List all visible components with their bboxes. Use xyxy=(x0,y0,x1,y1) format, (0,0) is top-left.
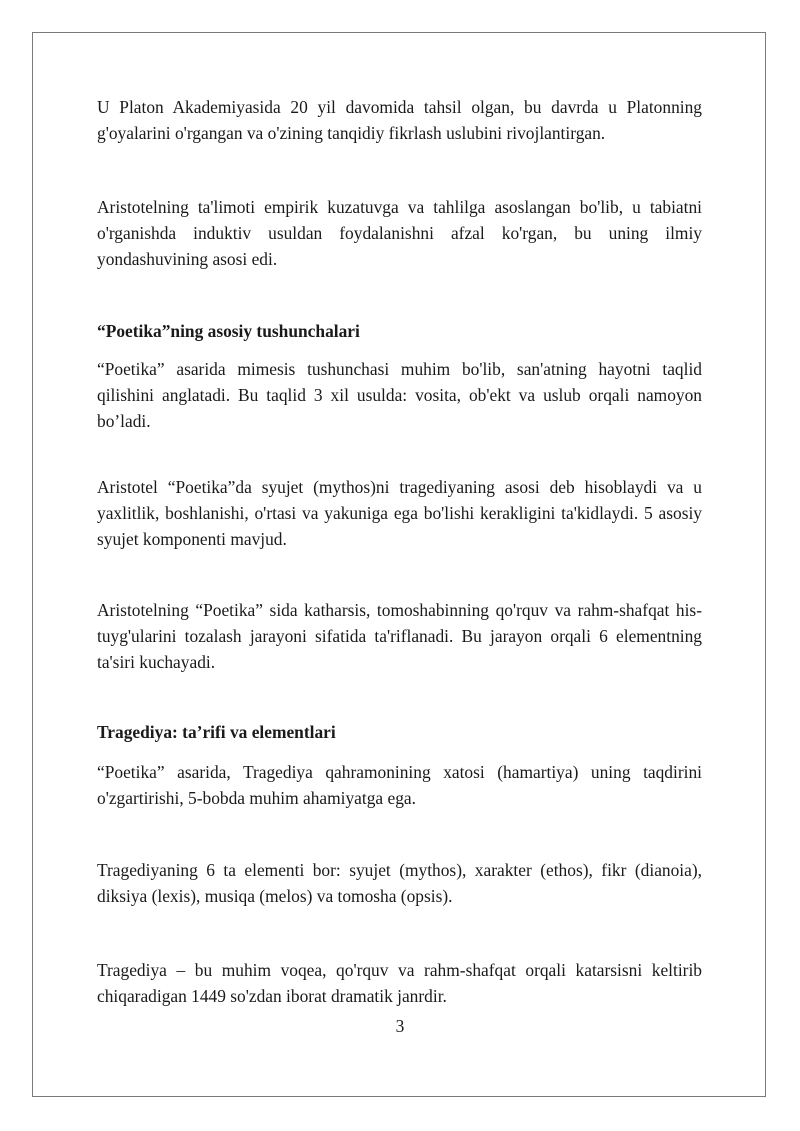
paragraph-hamartia: “Poetika” asarida, Tragediya qahramonining xatosi (hamartiya) uning taqdirini o'zgartirishi, 5-bobda muhim ahamiyatga ega. xyxy=(97,762,702,808)
paragraph-empirical-method: Aristotelning ta'limoti empirik kuzatuvga va tahlilga asoslangan bo'lib, u tabiatni o'rganishda induktiv usuldan foydalanishni afzal ko'rgan, bu uning ilmiy yondashuvining asosi edi. xyxy=(97,197,702,269)
paragraph-katharsis: Aristotelning “Poetika” sida katharsis, tomoshabinning qo'rquv va rahm-shafqat his-tuyg'ularini tozalash jarayoni sifatida ta'riflanadi. Bu jarayon orqali 6 elementning ta'siri kuchayadi. xyxy=(97,600,702,672)
page-number: 3 xyxy=(395,1016,405,1036)
paragraph-mimesis: “Poetika” asarida mimesis tushunchasi muhim bo'lib, san'atning hayotni taqlid qilishini anglatadi. Bu taqlid 3 xil usulda: vosita, ob'ekt va uslub orqali namoyon bo’ladi. xyxy=(97,359,702,431)
section-heading-tragedy: Tragediya: ta’rifi va elementlari xyxy=(97,722,336,742)
section-heading-poetika-concepts: “Poetika”ning asosiy tushunchalari xyxy=(97,321,360,341)
paragraph-mythos: Aristotel “Poetika”da syujet (mythos)ni tragediyaning asosi deb hisoblaydi va u yaxlitlik, boshlanishi, o'rtasi va yakuniga ega bo'lishi kerakligini ta'kidlaydi. 5 asosiy syujet komponenti mavjud. xyxy=(97,477,702,549)
paragraph-six-elements: Tragediyaning 6 ta elementi bor: syujet (mythos), xarakter (ethos), fikr (dianoia), diksiya (lexis), musiqa (melos) va tomosha (opsis). xyxy=(97,860,702,906)
paragraph-platon-academy: U Platon Akademiyasida 20 yil davomida tahsil olgan, bu davrda u Platonning g'oyalarini o'rgangan va o'zining tanqidiy fikrlash uslubini rivojlantirgan. xyxy=(97,97,702,143)
paragraph-tragedy-definition: Tragediya – bu muhim voqea, qo'rquv va rahm-shafqat orqali katarsisni keltirib chiqaradigan 1449 so'zdan iborat dramatik janrdir. xyxy=(97,960,702,1006)
page-border xyxy=(32,32,766,1097)
